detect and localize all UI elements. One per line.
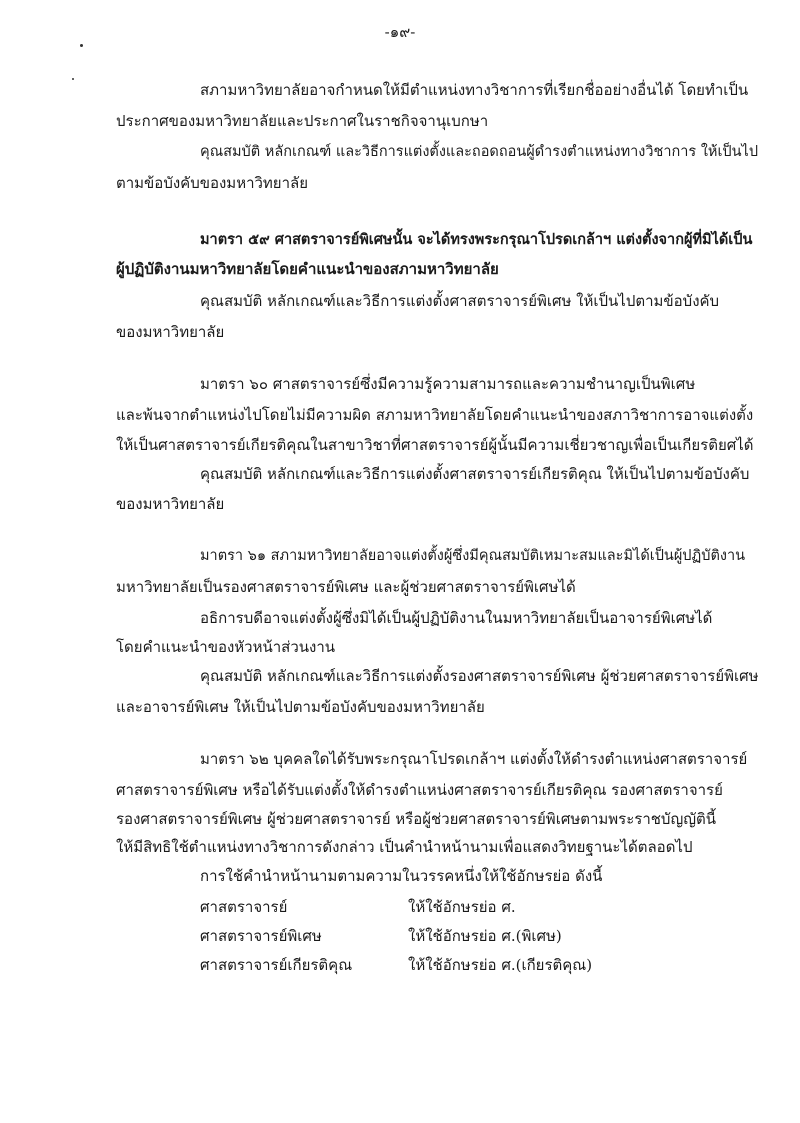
text-line: การใช้คำนำหน้านามตามความในวรรคหนึ่งให้ใช้อักษรย่อ ดังนี้: [200, 867, 603, 885]
abbreviation-value: ให้ใช้อักษรย่อ ศ.(พิเศษ): [408, 927, 562, 945]
text-line: ประกาศของมหาวิทยาลัยและประกาศในราชกิจจานุเบกษา: [116, 112, 489, 130]
text-line: ของมหาวิทยาลัย: [116, 495, 225, 513]
text-line: รองศาสตราจารย์พิเศษ ผู้ช่วยศาสตราจารย์ หรือผู้ช่วยศาสตราจารย์พิเศษตามพระราชบัญญัตินี้: [116, 810, 717, 828]
text-line: คุณสมบัติ หลักเกณฑ์ และวิธีการแต่งตั้งและถอดถอนผู้ดำรงตำแหน่งทางวิชาการ ให้เป็นไป: [200, 144, 759, 160]
text-line: ตามข้อบังคับของมหาวิทยาลัย: [116, 174, 309, 192]
section-61-line: มาตรา ๖๑ สภามหาวิทยาลัยอาจแต่งตั้งผู้ซึ่งมีคุณสมบัติเหมาะสมและมิได้เป็นผู้ปฏิบัติงาน: [200, 548, 746, 564]
text-line: โดยคำแนะนำของหัวหน้าส่วนงาน: [116, 638, 335, 656]
text-line: คุณสมบัติ หลักเกณฑ์และวิธีการแต่งตั้งศาสตราจารย์เกียรติคุณ ให้เป็นไปตามข้อบังคับ: [200, 465, 750, 483]
text-line: ให้เป็นศาสตราจารย์เกียรติคุณในสาขาวิชาที่ศาสตราจารย์ผู้นั้นมีความเชี่ยวชาญเพื่อเป็นเกียรติยศได้: [116, 436, 754, 454]
section-60-line: มาตรา ๖๐ ศาสตราจารย์ซึ่งมีความรู้ความสามารถและความชำนาญเป็นพิเศษ: [200, 375, 696, 393]
abbreviation-title: ศาสตราจารย์พิเศษ: [200, 927, 322, 945]
text-line: คุณสมบัติ หลักเกณฑ์และวิธีการแต่งตั้งศาสตราจารย์พิเศษ ให้เป็นไปตามข้อบังคับ: [200, 292, 720, 310]
text-line: มหาวิทยาลัยเป็นรองศาสตราจารย์พิเศษ และผู้ช่วยศาสตราจารย์พิเศษได้: [116, 578, 576, 596]
abbreviation-title: ศาสตราจารย์: [200, 898, 288, 916]
text-line: และพ้นจากตำแหน่งไปโดยไม่มีความผิด สภามหาวิทยาลัยโดยคำแนะนำของสภาวิชาการอาจแต่งตั้ง: [116, 406, 754, 424]
text-line: ของมหาวิทยาลัย: [116, 323, 225, 341]
text-line: คุณสมบัติ หลักเกณฑ์และวิธีการแต่งตั้งรองศาสตราจารย์พิเศษ ผู้ช่วยศาสตราจารย์พิเศษ: [200, 667, 759, 685]
scan-speck: [72, 78, 74, 80]
text-line: ให้มีสิทธิใช้ตำแหน่งทางวิชาการดังกล่าว เป็นคำนำหน้านามเพื่อแสดงวิทยฐานะได้ตลอดไป: [116, 838, 693, 856]
abbreviation-value: ให้ใช้อักษรย่อ ศ.(เกียรติคุณ): [408, 956, 593, 974]
text-line: และอาจารย์พิเศษ ให้เป็นไปตามข้อบังคับของมหาวิทยาลัย: [116, 698, 485, 716]
section-62-line: มาตรา ๖๒ บุคคลใดได้รับพระกรุณาโปรดเกล้าฯ แต่งตั้งให้ดำรงตำแหน่งศาสตราจารย์: [200, 750, 748, 768]
text-line: ศาสตราจารย์พิเศษ หรือได้รับแต่งตั้งให้ดำรงตำแหน่งศาสตราจารย์เกียรติคุณ รองศาสตราจารย์: [116, 781, 723, 799]
text-line: อธิการบดีอาจแต่งตั้งผู้ซึ่งมิได้เป็นผู้ปฏิบัติงานในมหาวิทยาลัยเป็นอาจารย์พิเศษได้: [200, 609, 713, 627]
text-line: สภามหาวิทยาลัยอาจกำหนดให้มีตำแหน่งทางวิชาการที่เรียกชื่ออย่างอื่นได้ โดยทำเป็น: [200, 81, 749, 99]
scan-speck: [80, 44, 83, 47]
abbreviation-title: ศาสตราจารย์เกียรติคุณ: [200, 956, 353, 974]
page-number: -๑๙-: [384, 23, 416, 41]
section-59-line: มาตรา ๕๙ ศาสตราจารย์พิเศษนั้น จะได้ทรงพระกรุณาโปรดเกล้าฯ แต่งตั้งจากผู้ที่มิได้เป็น: [200, 231, 753, 248]
abbreviation-value: ให้ใช้อักษรย่อ ศ.: [408, 898, 516, 916]
text-line: ผู้ปฏิบัติงานมหาวิทยาลัยโดยคำแนะนำของสภามหาวิทยาลัย: [116, 260, 499, 278]
